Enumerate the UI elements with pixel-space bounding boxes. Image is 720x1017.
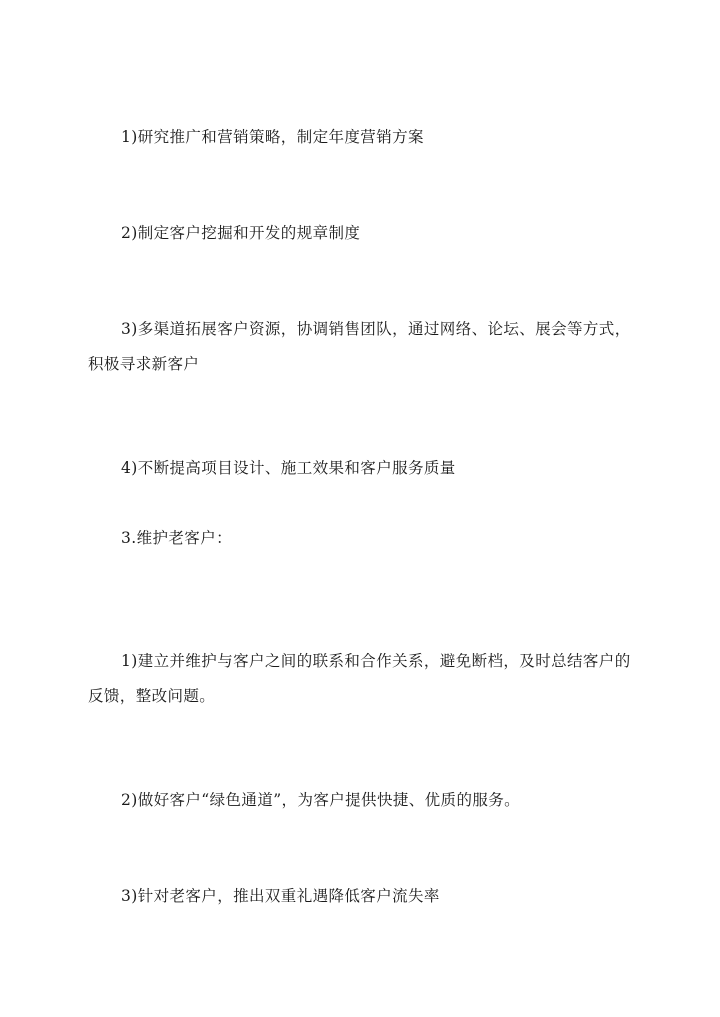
- paragraph-multichannel-expansion: 3)多渠道拓展客户资源，协调销售团队，通过网络、论坛、展会等方式，积极寻求新客户: [88, 320, 631, 373]
- paragraph-client-relations: 1)建立并维护与客户之间的联系和合作关系，避免断档，及时总结客户的反馈，整改问题。: [88, 652, 631, 705]
- paragraph-rules-system: 2)制定客户挖掘和开发的规章制度: [121, 224, 361, 242]
- paragraph-research-strategy: 1)研究推广和营销策略，制定年度营销方案: [121, 128, 424, 146]
- paragraph-service-quality: 4)不断提高项目设计、施工效果和客户服务质量: [121, 459, 456, 477]
- paragraph-green-channel: 2)做好客户“绿色通道”，为客户提供快捷、优质的服务。: [121, 791, 521, 809]
- section-heading-maintain-clients: 3.维护老客户：: [121, 529, 232, 547]
- paragraph-retention: 3)针对老客户，推出双重礼遇降低客户流失率: [121, 887, 440, 905]
